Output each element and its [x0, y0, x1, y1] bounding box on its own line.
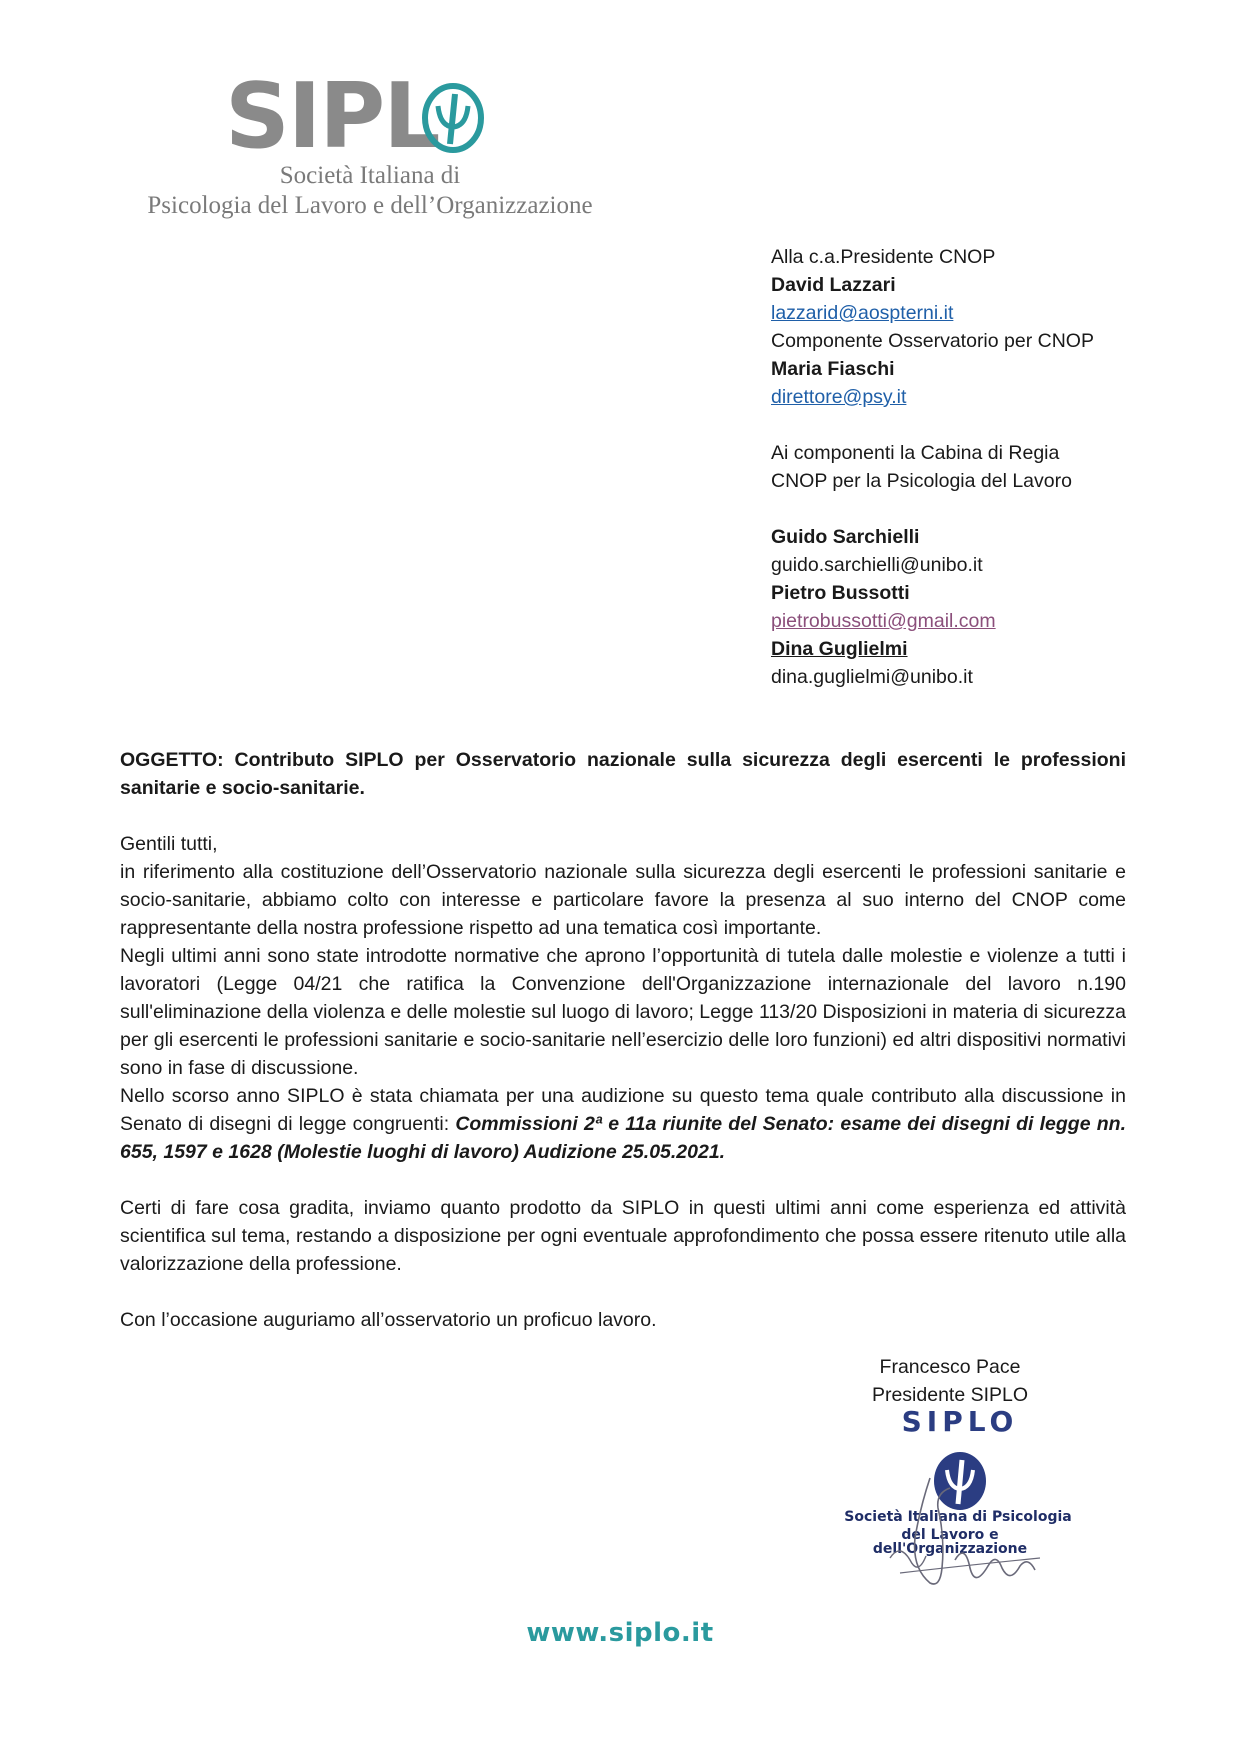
recipients-block: [771, 243, 1191, 691]
paragraph-3: [120, 1082, 1126, 1166]
paragraph-5: Con l’occasione auguriamo all’osservatorio un proficuo lavoro.: [120, 1309, 657, 1331]
email-text-sarchielli: guido.sarchielli@unibo.it: [771, 554, 983, 576]
footer-website[interactable]: www.siplo.it: [526, 1618, 714, 1648]
siplo-logo: [125, 64, 625, 228]
email-link-lazzari[interactable]: lazzarid@aospterni.it: [771, 302, 954, 324]
recipient-name-guglielmi: Dina Guglielmi: [771, 638, 908, 660]
paragraph-3-text: Nello scorso anno SIPLO è stata chiamata per una audizione su questo tema quale contributo alla discussione in Senato di disegni di legge congruenti:: [120, 1085, 1126, 1135]
cabina-line-1: Ai componenti la Cabina di Regia: [771, 442, 1060, 464]
psi-in-circle-icon: [420, 80, 486, 154]
email-link-bussotti[interactable]: pietrobussotti@gmail.com: [771, 610, 996, 632]
recipient-role-osservatorio: Componente Osservatorio per CNOP: [771, 330, 1094, 352]
logo-subtitle-line2: Psicologia del Lavoro e dell’Organizzazione: [147, 192, 593, 219]
signer-name: Francesco Pace: [879, 1356, 1021, 1378]
letter-body: [120, 746, 1126, 1334]
paragraph-4: Certi di fare cosa gradita, inviamo quanto prodotto da SIPLO in questi ultimi anni come esperienza ed attività scientifica sul tema, restando a disposizione per ogni eventuale approfondimento che possa essere ritenuto utile alla valorizzazione della professione.: [120, 1197, 1126, 1275]
logo-subtitle-line1: Società Italiana di: [279, 162, 461, 189]
greeting: Gentili tutti,: [120, 833, 218, 855]
signature-block: [840, 1353, 1060, 1409]
subject-line: OGGETTO: Contributo SIPLO per Osservatorio nazionale sulla sicurezza degli esercenti le professioni sanitarie e socio-sanitarie.: [120, 749, 1126, 799]
recipient-name-fiaschi: Maria Fiaschi: [771, 358, 895, 380]
paragraph-1: in riferimento alla costituzione dell’Osservatorio nazionale sulla sicurezza degli esercenti le professioni sanitarie e socio-sanitarie, abbiamo colto con interesse e particolare favore la presenza al suo interno del CNOP come rappresentante della nostra professione rispetto ad una tematica così importante.: [120, 861, 1126, 939]
paragraph-2: Negli ultimi anni sono state introdotte normative che aprono l’opportunità di tutela dalle molestie e violenze a tutti i lavoratori (Legge 04/21 che ratifica la Convenzione dell'Organizzazione internazionale del lavoro n.190 sull'eliminazione della violenza e delle molestie sul luogo di lavoro; Legge 113/20 Disposizioni in materia di sicurezza per gli esercenti le professioni sanitarie e socio-sanitarie nell’esercizio delle loro funzioni) ed altri dispositivi normativi sono in fase di discussione.: [120, 945, 1127, 1079]
handwritten-signature-icon: [870, 1448, 1070, 1598]
paragraph-3-emphasis: Commissioni 2ª e 11a riunite del Senato: esame dei disegni di legge nn. 655, 1597 e 1628 (Molestie luoghi di lavoro) Audizione 25.05.2021.: [120, 1113, 1126, 1163]
logo-subtitle: [125, 161, 615, 221]
recipient-name-lazzari: David Lazzari: [771, 274, 896, 296]
email-text-guglielmi: dina.guglielmi@unibo.it: [771, 666, 973, 688]
stamp-line-1: Società Italiana di Psicologia: [844, 1509, 1072, 1525]
recipient-name-sarchielli: Guido Sarchielli: [771, 526, 920, 548]
siplo-stamp: [830, 1405, 1072, 1598]
logo-wordmark: SIPL: [225, 64, 439, 169]
cabina-line-2: CNOP per la Psicologia del Lavoro: [771, 470, 1072, 492]
signer-role: Presidente SIPLO: [871, 1384, 1029, 1406]
email-link-fiaschi[interactable]: direttore@psy.it: [771, 386, 907, 408]
recipient-name-bussotti: Pietro Bussotti: [771, 582, 910, 604]
stamp-title: SIPLO: [901, 1405, 1019, 1438]
recipient-salutation: Alla c.a.Presidente CNOP: [771, 246, 996, 268]
stamp-line-2: del Lavoro e dell'Organizzazione: [872, 1527, 1028, 1557]
